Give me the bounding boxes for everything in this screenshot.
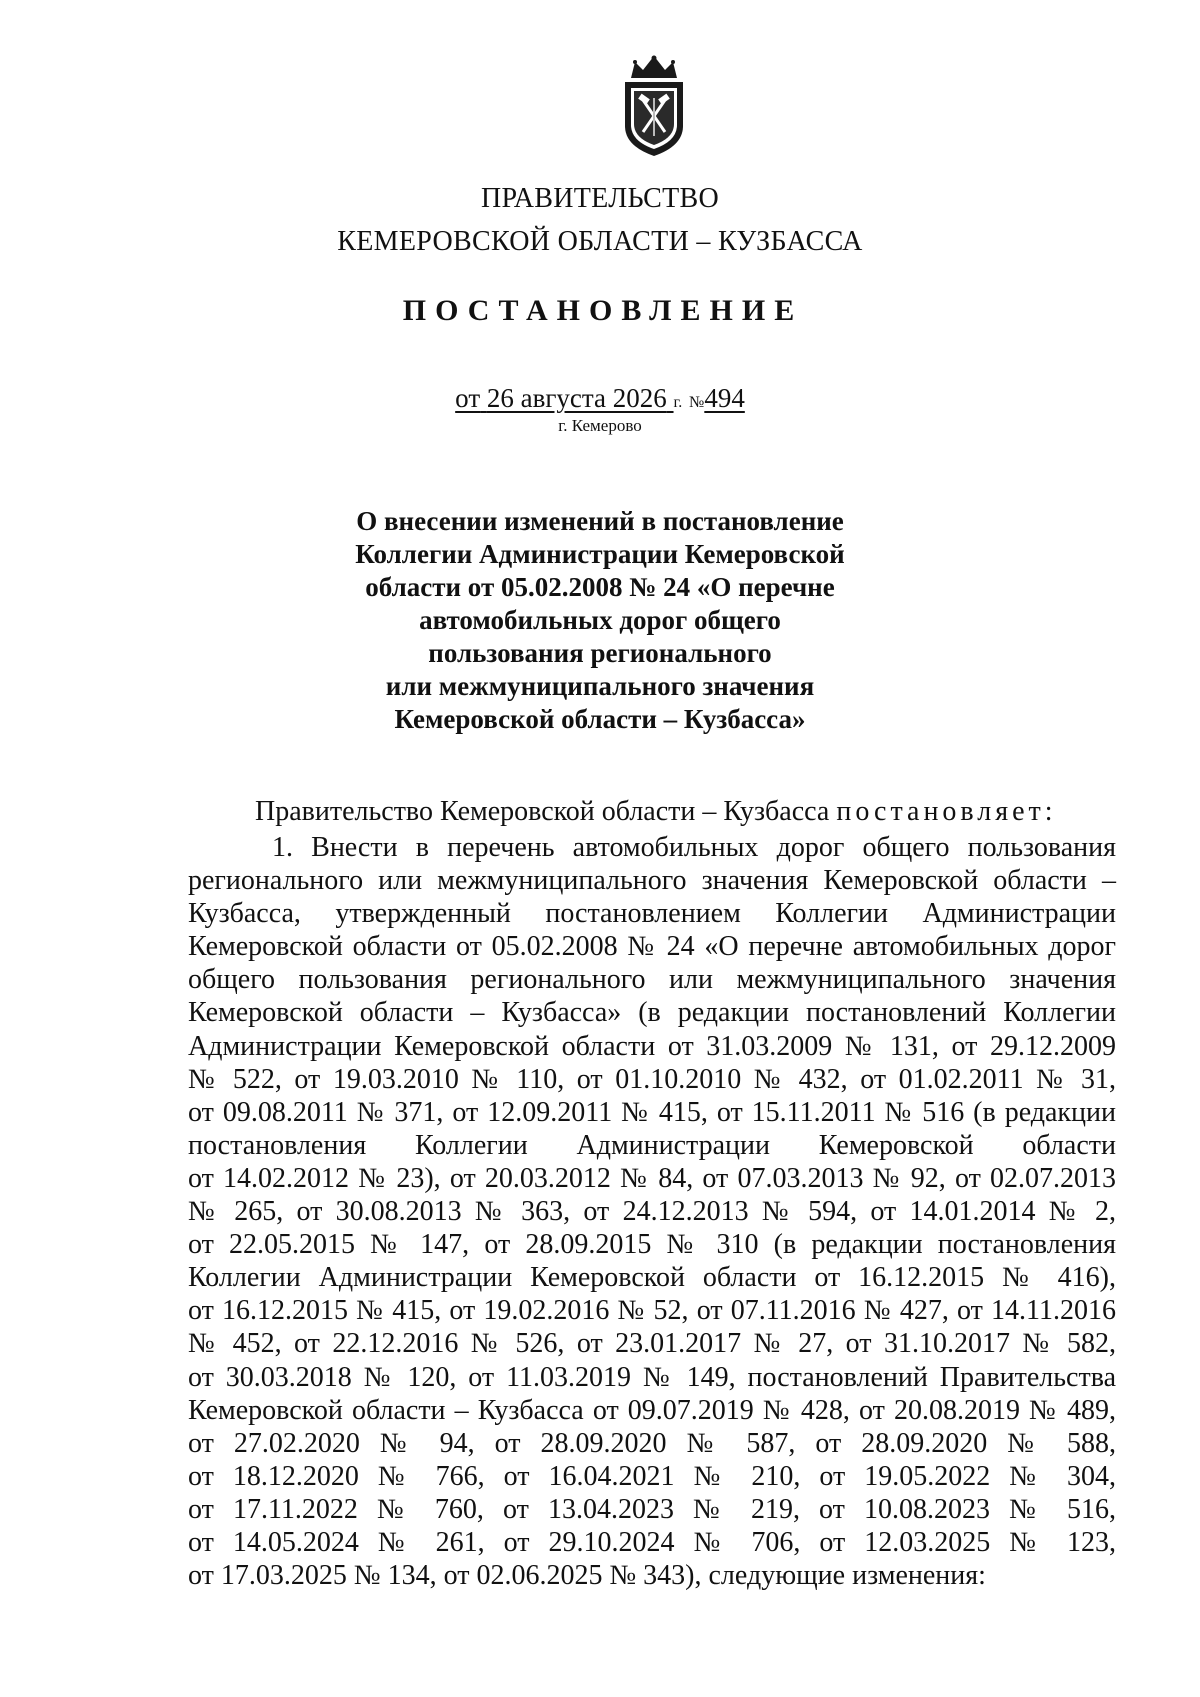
body-line: Кемеровской области – Кузбасса от 09.07.2019 № 428, от 20.08.2019 № 489, [188, 1394, 1116, 1426]
title-line: или межмуниципального значения [385, 671, 815, 701]
title-line: Кемеровской области – Кузбасса» [394, 704, 806, 734]
date-prefix: от [455, 383, 481, 413]
body-line: от 16.12.2015 № 415, от 19.02.2016 № 52, от 07.11.2016 № 427, от 14.11.2016 [188, 1295, 1116, 1327]
body-line: Кузбасса, утвержденный постановлением Коллегии Администрации [188, 898, 1116, 930]
body-line: Кемеровской области от 05.02.2008 № 24 «О перечне автомобильных дорог [188, 931, 1116, 963]
document-title [300, 505, 900, 736]
city: г. Кемерово [558, 416, 642, 435]
body-line: регионального или межмуниципального значения Кемеровской области – [188, 865, 1116, 897]
body-line: общего пользования регионального или межмуниципального значения [188, 964, 1116, 996]
body-line: № 522, от 19.03.2010 № 110, от 01.10.2010 № 432, от 01.02.2011 № 31, [188, 1063, 1116, 1095]
body-line: от 18.12.2020 № 766, от 16.04.2021 № 210, от 19.05.2022 № 304, [188, 1460, 1116, 1492]
body-line: Администрации Кемеровской области от 31.03.2009 № 131, от 29.12.2009 [188, 1030, 1116, 1062]
date-line [0, 383, 1200, 414]
body-line: от 17.11.2022 № 760, от 13.04.2023 № 219, от 10.08.2023 № 516, [188, 1493, 1116, 1525]
title-line: Коллегии Администрации Кемеровской [355, 539, 845, 569]
document-body [188, 831, 1116, 1592]
preamble-text: Правительство Кемеровской области – Кузбасса [255, 796, 830, 827]
body-line: от 27.02.2020 № 94, от 28.09.2020 № 587, от 28.09.2020 № 588, [188, 1427, 1116, 1459]
body-line: от 30.03.2018 № 120, от 11.03.2019 № 149, постановлений Правительства [188, 1361, 1116, 1393]
document-type: ПОСТАНОВЛЕНИЕ [402, 294, 804, 327]
body-line: от 14.05.2024 № 261, от 29.10.2024 № 706, от 12.03.2025 № 123, [188, 1526, 1116, 1558]
year-suffix: г. [673, 394, 683, 411]
document-date: 26 августа 2026 [486, 383, 667, 413]
document-number: 494 [704, 383, 745, 413]
title-line: области от 05.02.2008 № 24 «О перечне [365, 572, 835, 602]
body-line: № 265, от 30.08.2013 № 363, от 24.12.2013 № 594, от 14.01.2014 № 2, [188, 1196, 1116, 1228]
title-line: пользования регионального [428, 638, 772, 668]
body-line: от 22.05.2015 № 147, от 28.09.2015 № 310 (в редакции постановления [188, 1229, 1116, 1261]
title-line: автомобильных дорог общего [419, 605, 781, 635]
body-line: Кемеровской области – Кузбасса» (в редакции постановлений Коллегии [188, 997, 1116, 1029]
body-line: от 17.03.2025 № 134, от 02.06.2025 № 343), следующие изменения: [188, 1560, 986, 1592]
org-name-line1: ПРАВИТЕЛЬСТВО [480, 183, 720, 214]
body-line: от 09.08.2011 № 371, от 12.09.2011 № 415, от 15.11.2011 № 516 (в редакции [188, 1096, 1116, 1128]
org-name-line2: КЕМЕРОВСКОЙ ОБЛАСТИ – КУЗБАССА [337, 226, 863, 257]
preamble-verb: постановляет: [836, 796, 1057, 827]
body-line: № 452, от 22.12.2016 № 526, от 23.01.2017 № 27, от 31.10.2017 № 582, [188, 1328, 1116, 1360]
body-line: Коллегии Администрации Кемеровской области от 16.12.2015 № 416), [188, 1262, 1116, 1294]
number-sign: № [689, 394, 705, 411]
coat-of-arms-icon [617, 54, 691, 158]
preamble [255, 796, 1057, 828]
body-line: от 14.02.2012 № 23), от 20.03.2012 № 84, от 07.03.2013 № 92, от 02.07.2013 [188, 1162, 1116, 1194]
title-line: О внесении изменений в постановление [356, 506, 844, 536]
body-line: 1. Внести в перечень автомобильных дорог общего пользования [272, 832, 1116, 863]
body-line: постановления Коллегии Администрации Кемеровской области [188, 1129, 1116, 1161]
